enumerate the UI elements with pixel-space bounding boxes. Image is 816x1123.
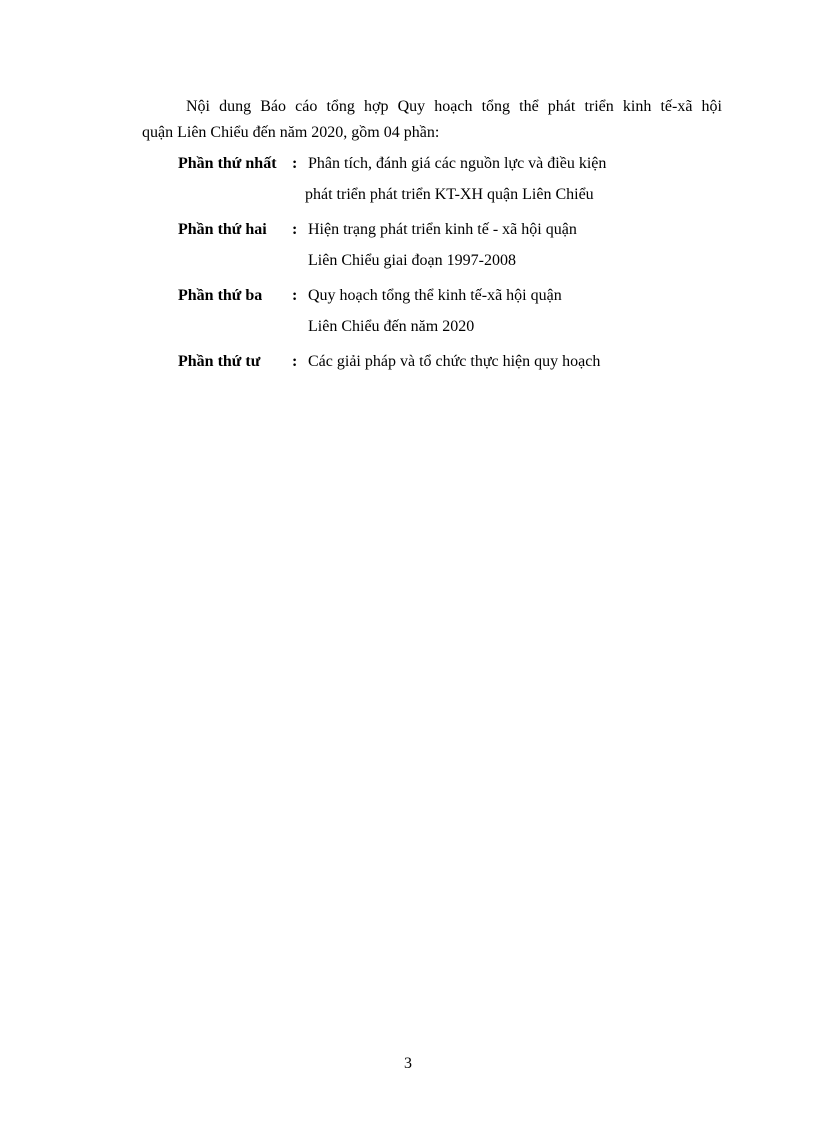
part-item-4 bbox=[178, 346, 738, 377]
parts-list bbox=[178, 148, 738, 377]
part-label: Phần thứ ba bbox=[178, 287, 263, 304]
part-description-line-2: Liên Chiểu giai đoạn 1997-2008 bbox=[308, 252, 516, 269]
part-description-line-1: Quy hoạch tổng thể kinh tế-xã hội quận bbox=[308, 287, 562, 304]
part-item-3 bbox=[178, 280, 738, 342]
intro-paragraph bbox=[142, 94, 722, 146]
part-colon: : bbox=[292, 155, 298, 172]
part-description-line-2: Liên Chiểu đến năm 2020 bbox=[308, 318, 475, 335]
part-colon: : bbox=[292, 221, 298, 238]
part-label: Phần thứ nhất bbox=[178, 155, 277, 172]
part-label: Phần thứ hai bbox=[178, 221, 267, 238]
part-description bbox=[305, 148, 738, 210]
part-description bbox=[308, 280, 738, 342]
part-item-2 bbox=[178, 214, 738, 276]
part-description-line-1: Các giải pháp và tổ chức thực hiện quy hoạch bbox=[308, 353, 601, 370]
part-description-line-1: Phân tích, đánh giá các nguồn lực và điều kiện bbox=[308, 155, 607, 172]
intro-line-1: Nội dung Báo cáo tổng hợp Quy hoạch tổng thể phát triển kinh tế-xã hội bbox=[186, 98, 722, 115]
page-number: 3 bbox=[404, 1055, 412, 1072]
part-description-line-2: phát triển phát triển KT-XH quận Liên Chiểu bbox=[305, 186, 594, 203]
part-item-1 bbox=[178, 148, 738, 210]
intro-line-2: quận Liên Chiểu đến năm 2020, gồm 04 phần: bbox=[142, 124, 440, 141]
part-description-line-1: Hiện trạng phát triển kinh tế - xã hội quận bbox=[308, 221, 577, 238]
part-label: Phần thứ tư bbox=[178, 353, 261, 370]
part-colon: : bbox=[292, 287, 298, 304]
part-description bbox=[308, 346, 738, 377]
part-description bbox=[308, 214, 738, 276]
part-colon: : bbox=[292, 353, 298, 370]
